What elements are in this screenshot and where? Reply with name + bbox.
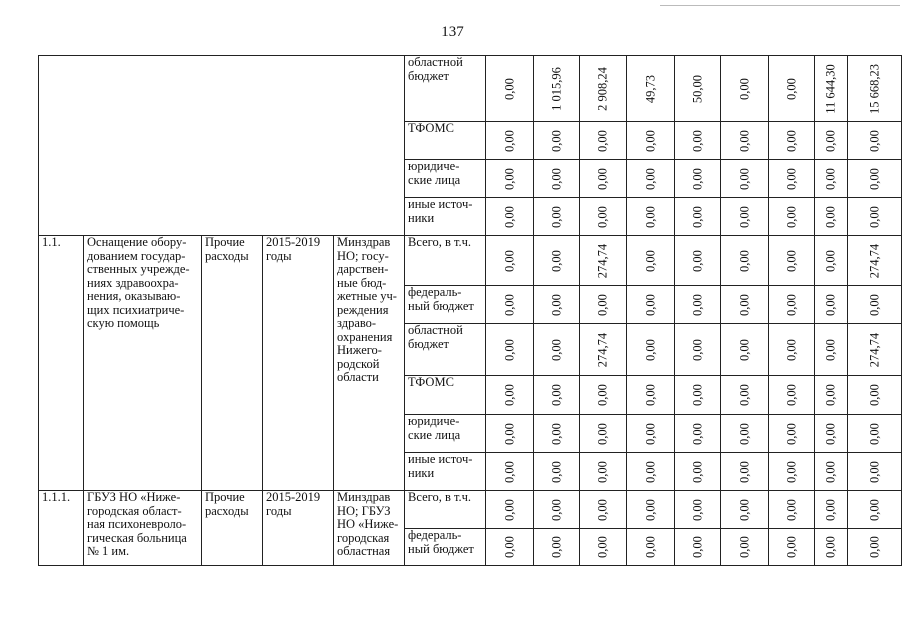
value-cell	[580, 236, 627, 286]
value-cell	[580, 198, 627, 236]
table-row	[39, 236, 902, 286]
value-cell	[627, 376, 675, 415]
value-cell	[486, 324, 534, 376]
value-cell	[721, 324, 769, 376]
value-text: 0,00	[736, 422, 751, 445]
value-text: 0,00	[501, 129, 516, 152]
item-name: ГБУЗ НО «Ниже-городская област-ная психоневроло-гическая больница № 1 им.	[84, 491, 202, 566]
value-text: 0,00	[689, 293, 704, 316]
value-cell	[534, 529, 580, 566]
value-cell	[815, 529, 848, 566]
value-text: 0,00	[595, 498, 610, 521]
value-cell	[627, 122, 675, 160]
value-cell	[580, 56, 627, 122]
funding-source: федераль-ный бюджет	[405, 529, 486, 566]
value-text: 0,00	[689, 384, 704, 406]
value-text: 0,00	[501, 167, 516, 190]
value-text: 0,00	[501, 293, 516, 316]
value-cell	[769, 198, 815, 236]
value-cell	[815, 122, 848, 160]
value-text: 0,00	[548, 205, 563, 228]
value-text: 11 644,30	[823, 63, 838, 114]
value-cell	[848, 529, 902, 566]
value-text: 0,00	[501, 422, 516, 445]
value-text: 0,00	[783, 167, 798, 190]
value-cell	[815, 198, 848, 236]
value-text: 0,00	[823, 338, 838, 361]
value-text: 0,00	[548, 460, 563, 483]
value-text: 0,00	[736, 384, 751, 406]
value-text: 0,00	[783, 422, 798, 445]
value-cell	[848, 376, 902, 415]
value-text: 0,00	[783, 249, 798, 272]
value-text: 0,00	[823, 167, 838, 190]
value-cell	[815, 324, 848, 376]
value-text: 0,00	[642, 338, 657, 361]
funding-source: Всего, в т.ч.	[405, 491, 486, 529]
value-cell	[580, 324, 627, 376]
value-text: 50,00	[689, 74, 704, 103]
funding-source: юридиче-ские лица	[405, 415, 486, 453]
value-cell	[580, 415, 627, 453]
value-cell	[848, 160, 902, 198]
value-text: 0,00	[736, 167, 751, 190]
value-text: 0,00	[689, 249, 704, 272]
value-text: 0,00	[823, 205, 838, 228]
value-text: 274,74	[595, 243, 610, 278]
value-text: 0,00	[595, 422, 610, 445]
value-text: 0,00	[642, 293, 657, 316]
funding-source: областной бюджет	[405, 324, 486, 376]
page-number: 137	[441, 24, 464, 40]
value-cell	[486, 56, 534, 122]
value-text: 0,00	[736, 129, 751, 152]
value-text: 0,00	[823, 498, 838, 521]
value-text: 0,00	[783, 293, 798, 316]
table-body	[39, 56, 902, 566]
value-cell	[580, 376, 627, 415]
value-text: 0,00	[548, 293, 563, 316]
value-cell	[848, 122, 902, 160]
value-cell	[815, 376, 848, 415]
value-text: 1 015,96	[548, 66, 563, 111]
value-text: 2 908,24	[595, 66, 610, 111]
value-text: 0,00	[783, 77, 798, 100]
value-text: 0,00	[689, 338, 704, 361]
value-text: 0,00	[501, 498, 516, 521]
value-text: 0,00	[736, 536, 751, 558]
value-cell	[848, 453, 902, 491]
value-text: 0,00	[548, 249, 563, 272]
value-text: 0,00	[642, 460, 657, 483]
value-cell	[769, 122, 815, 160]
value-cell	[580, 122, 627, 160]
value-cell	[848, 324, 902, 376]
value-text: 0,00	[548, 129, 563, 152]
value-text: 0,00	[548, 167, 563, 190]
value-cell	[627, 236, 675, 286]
value-text: 0,00	[548, 498, 563, 521]
value-text: 0,00	[866, 536, 881, 558]
value-text: 0,00	[866, 460, 881, 483]
value-cell	[721, 529, 769, 566]
value-text: 0,00	[866, 167, 881, 190]
value-cell	[675, 415, 721, 453]
value-cell	[675, 56, 721, 122]
value-cell	[580, 453, 627, 491]
value-text: 0,00	[501, 249, 516, 272]
continued-blank-cell	[39, 56, 405, 236]
value-text: 0,00	[595, 293, 610, 316]
value-cell	[486, 122, 534, 160]
value-text: 0,00	[783, 129, 798, 152]
funding-source: ТФОМС	[405, 122, 486, 160]
value-text: 0,00	[823, 384, 838, 406]
value-text: 0,00	[595, 536, 610, 558]
value-text: 0,00	[642, 422, 657, 445]
value-text: 0,00	[595, 205, 610, 228]
value-cell	[627, 160, 675, 198]
scan-edge-line	[660, 5, 900, 6]
value-cell	[721, 198, 769, 236]
value-text: 274,74	[866, 243, 881, 278]
value-text: 0,00	[595, 460, 610, 483]
value-cell	[675, 453, 721, 491]
value-cell	[486, 160, 534, 198]
value-cell	[848, 286, 902, 324]
value-cell	[815, 415, 848, 453]
value-text: 0,00	[548, 384, 563, 406]
value-cell	[486, 453, 534, 491]
value-text: 0,00	[736, 338, 751, 361]
funding-source: иные источ-ники	[405, 198, 486, 236]
value-text: 0,00	[642, 205, 657, 228]
value-cell	[534, 198, 580, 236]
value-text: 0,00	[866, 384, 881, 406]
value-text: 0,00	[823, 422, 838, 445]
value-cell	[534, 122, 580, 160]
value-text: 0,00	[783, 536, 798, 558]
funding-source: иные источ-ники	[405, 453, 486, 491]
value-text: 0,00	[689, 422, 704, 445]
value-text: 274,74	[595, 332, 610, 367]
value-cell	[769, 236, 815, 286]
value-cell	[627, 415, 675, 453]
value-cell	[534, 56, 580, 122]
value-text: 0,00	[689, 205, 704, 228]
value-text: 0,00	[595, 384, 610, 406]
funding-source: юридиче-ские лица	[405, 160, 486, 198]
value-cell	[675, 286, 721, 324]
value-text: 0,00	[689, 167, 704, 190]
value-text: 0,00	[501, 77, 516, 100]
value-text: 0,00	[823, 536, 838, 558]
funding-source: областной бюджет	[405, 56, 486, 122]
value-cell	[627, 56, 675, 122]
value-text: 0,00	[866, 129, 881, 152]
value-cell	[675, 376, 721, 415]
value-cell	[486, 236, 534, 286]
value-cell	[848, 415, 902, 453]
item-expense-type: Прочие расходы	[202, 236, 263, 491]
value-cell	[534, 376, 580, 415]
item-executor: Минздрав НО; ГБУЗ НО «Ниже-городская областная	[334, 491, 405, 566]
item-number: 1.1.1.	[39, 491, 84, 566]
value-cell	[769, 324, 815, 376]
value-text: 0,00	[866, 205, 881, 228]
value-cell	[769, 56, 815, 122]
value-cell	[848, 236, 902, 286]
value-text: 0,00	[642, 167, 657, 190]
value-cell	[769, 415, 815, 453]
value-text: 0,00	[501, 384, 516, 406]
funding-source: Всего, в т.ч.	[405, 236, 486, 286]
value-cell	[675, 324, 721, 376]
value-cell	[627, 453, 675, 491]
value-text: 0,00	[689, 498, 704, 521]
value-text: 0,00	[642, 536, 657, 558]
value-cell	[580, 160, 627, 198]
value-cell	[815, 236, 848, 286]
value-text: 0,00	[548, 422, 563, 445]
value-cell	[486, 286, 534, 324]
item-period: 2015-2019 годы	[263, 491, 334, 566]
value-cell	[627, 286, 675, 324]
value-text: 0,00	[595, 167, 610, 190]
value-text: 0,00	[783, 460, 798, 483]
value-cell	[675, 122, 721, 160]
value-cell	[815, 491, 848, 529]
value-text: 0,00	[866, 422, 881, 445]
value-cell	[721, 286, 769, 324]
value-text: 274,74	[866, 332, 881, 367]
value-cell	[769, 160, 815, 198]
value-cell	[627, 324, 675, 376]
value-text: 0,00	[736, 77, 751, 100]
value-text: 0,00	[501, 460, 516, 483]
value-cell	[580, 491, 627, 529]
value-cell	[486, 529, 534, 566]
value-cell	[721, 491, 769, 529]
value-cell	[721, 376, 769, 415]
table-row	[39, 491, 902, 529]
value-cell	[486, 491, 534, 529]
value-text: 0,00	[783, 384, 798, 406]
value-text: 0,00	[823, 460, 838, 483]
value-text: 0,00	[736, 249, 751, 272]
value-text: 0,00	[783, 205, 798, 228]
value-cell	[627, 198, 675, 236]
value-text: 0,00	[866, 498, 881, 521]
value-cell	[769, 529, 815, 566]
value-cell	[534, 453, 580, 491]
budget-table	[38, 55, 902, 566]
value-cell	[721, 453, 769, 491]
value-text: 0,00	[689, 129, 704, 152]
value-cell	[848, 198, 902, 236]
value-text: 0,00	[736, 293, 751, 316]
value-cell	[815, 453, 848, 491]
value-text: 0,00	[642, 249, 657, 272]
value-cell	[627, 529, 675, 566]
value-text: 49,73	[642, 74, 657, 103]
value-cell	[675, 491, 721, 529]
value-cell	[769, 491, 815, 529]
value-text: 15 668,23	[866, 63, 881, 114]
value-cell	[815, 286, 848, 324]
value-cell	[815, 56, 848, 122]
item-executor: Минздрав НО; госу-дарствен-ные бюд-жетные уч-реждения здраво-охранения Нижего-родской области	[334, 236, 405, 491]
item-expense-type: Прочие расходы	[202, 491, 263, 566]
value-cell	[675, 529, 721, 566]
value-text: 0,00	[595, 129, 610, 152]
funding-source: федераль-ный бюджет	[405, 286, 486, 324]
value-cell	[675, 160, 721, 198]
value-cell	[675, 236, 721, 286]
value-text: 0,00	[736, 205, 751, 228]
value-cell	[769, 286, 815, 324]
value-text: 0,00	[501, 205, 516, 228]
value-text: 0,00	[689, 460, 704, 483]
value-text: 0,00	[642, 384, 657, 406]
value-cell	[486, 198, 534, 236]
value-text: 0,00	[548, 536, 563, 558]
value-cell	[721, 415, 769, 453]
value-cell	[848, 491, 902, 529]
value-cell	[580, 286, 627, 324]
item-name: Оснащение обору-дованием государ-ственных учрежде-ниях здравоохра-нения, оказываю-щих психиатриче-скую помощь	[84, 236, 202, 491]
value-cell	[627, 491, 675, 529]
value-text: 0,00	[823, 129, 838, 152]
value-cell	[486, 376, 534, 415]
value-text: 0,00	[736, 460, 751, 483]
value-text: 0,00	[501, 536, 516, 558]
value-cell	[534, 160, 580, 198]
value-text: 0,00	[501, 338, 516, 361]
funding-source: ТФОМС	[405, 376, 486, 415]
value-cell	[534, 324, 580, 376]
item-number: 1.1.	[39, 236, 84, 491]
value-text: 0,00	[823, 293, 838, 316]
value-cell	[580, 529, 627, 566]
value-cell	[848, 56, 902, 122]
value-text: 0,00	[642, 498, 657, 521]
value-cell	[769, 376, 815, 415]
table-row	[39, 56, 902, 122]
value-cell	[534, 415, 580, 453]
value-cell	[675, 198, 721, 236]
value-cell	[815, 160, 848, 198]
value-cell	[534, 236, 580, 286]
value-cell	[721, 160, 769, 198]
value-cell	[534, 491, 580, 529]
value-text: 0,00	[736, 498, 751, 521]
value-text: 0,00	[866, 293, 881, 316]
value-text: 0,00	[689, 536, 704, 558]
value-cell	[534, 286, 580, 324]
value-cell	[486, 415, 534, 453]
value-text: 0,00	[823, 249, 838, 272]
value-cell	[721, 236, 769, 286]
value-text: 0,00	[548, 338, 563, 361]
value-text: 0,00	[783, 498, 798, 521]
value-cell	[769, 453, 815, 491]
value-cell	[721, 56, 769, 122]
item-period: 2015-2019 годы	[263, 236, 334, 491]
value-cell	[721, 122, 769, 160]
value-text: 0,00	[783, 338, 798, 361]
value-text: 0,00	[642, 129, 657, 152]
